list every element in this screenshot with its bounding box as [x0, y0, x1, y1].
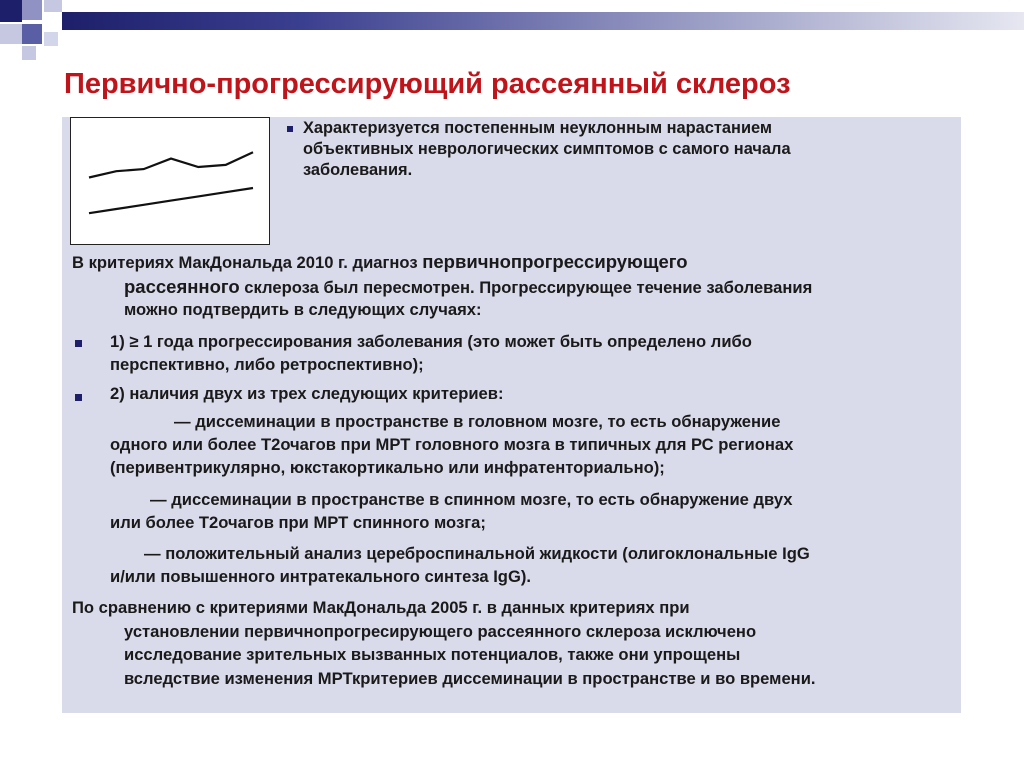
- progression-figure: [70, 117, 270, 245]
- text-line: установлении первичнопрогресирующего рассеянного склероза исключено: [124, 621, 757, 641]
- text-line: вследствие изменения МРТкритериев диссеминации в пространстве и во времени.: [124, 668, 816, 688]
- text-line: объективных неврологических симптомов с самого начала: [303, 140, 791, 158]
- subcriterion-csf: [110, 542, 960, 588]
- decor-square: [22, 46, 36, 60]
- text-line: Характеризуется постепенным неуклонным нарастанием: [303, 119, 773, 137]
- text-line: одного или более Т2очагов при МРТ головного мозга в типичных для РС регионах: [110, 435, 794, 454]
- bullet-criterion-2: [110, 383, 950, 405]
- text-line: перспективно, либо ретроспективно);: [110, 355, 424, 374]
- bullet-square: [287, 126, 293, 132]
- text-line: (перивентрикулярно, юкстакортикально или инфратенториально);: [110, 458, 665, 477]
- bullet-square: [75, 394, 82, 401]
- bullet-criterion-1: [110, 330, 950, 376]
- paragraph-mcdonald-2005: [72, 596, 952, 690]
- text-span: склероза был пересмотрен. Прогрессирующее течение заболевания: [239, 278, 813, 297]
- text-line: или более Т2очагов при МРТ спинного мозга;: [110, 513, 486, 532]
- decor-square: [0, 0, 22, 22]
- subcriterion-spine: [110, 488, 960, 534]
- header-gradient-bar: [62, 12, 1024, 30]
- text-line: заболевания.: [303, 161, 413, 179]
- decor-square: [44, 0, 62, 12]
- bullet-text-characteristic: [303, 118, 943, 181]
- text-line: и/или повышенного интратекального синтеза IgG).: [110, 567, 531, 586]
- decor-square: [44, 32, 58, 46]
- slide-title: Первично-прогрессирующий рассеянный склероз: [64, 68, 791, 100]
- text-line: По сравнению с критериями МакДональда 2005 г. в данных критериях при: [72, 598, 690, 617]
- series-line-2: [89, 188, 253, 213]
- paragraph-mcdonald-2010: [72, 250, 952, 320]
- text-line: можно подтвердить в следующих случаях:: [124, 300, 482, 319]
- text-span: В критериях МакДональда 2010 г. диагноз: [72, 253, 423, 272]
- text-emphasis: первичнопрогрессирующего: [422, 251, 688, 272]
- text-line: — положительный анализ цереброспинальной жидкости (олигоклональные IgG: [144, 544, 810, 563]
- bullet-square: [75, 340, 82, 347]
- series-line-1: [89, 152, 253, 177]
- subcriterion-brain: [110, 410, 960, 479]
- text-emphasis: рассеянного: [124, 276, 240, 297]
- progression-chart: [71, 118, 269, 244]
- decor-square: [0, 24, 22, 44]
- text-line: — диссеминации в пространстве в спинном мозге, то есть обнаружение двух: [150, 490, 793, 509]
- text-line: — диссеминации в пространстве в головном мозге, то есть обнаружение: [174, 412, 781, 431]
- text-line: 1) ≥ 1 года прогрессирования заболевания (это может быть определено либо: [110, 332, 752, 351]
- text-line: 2) наличия двух из трех следующих критериев:: [110, 384, 504, 403]
- decor-square: [22, 24, 42, 44]
- decor-square: [22, 0, 42, 20]
- text-line: исследование зрительных вызванных потенциалов, также они упрощены: [124, 645, 741, 664]
